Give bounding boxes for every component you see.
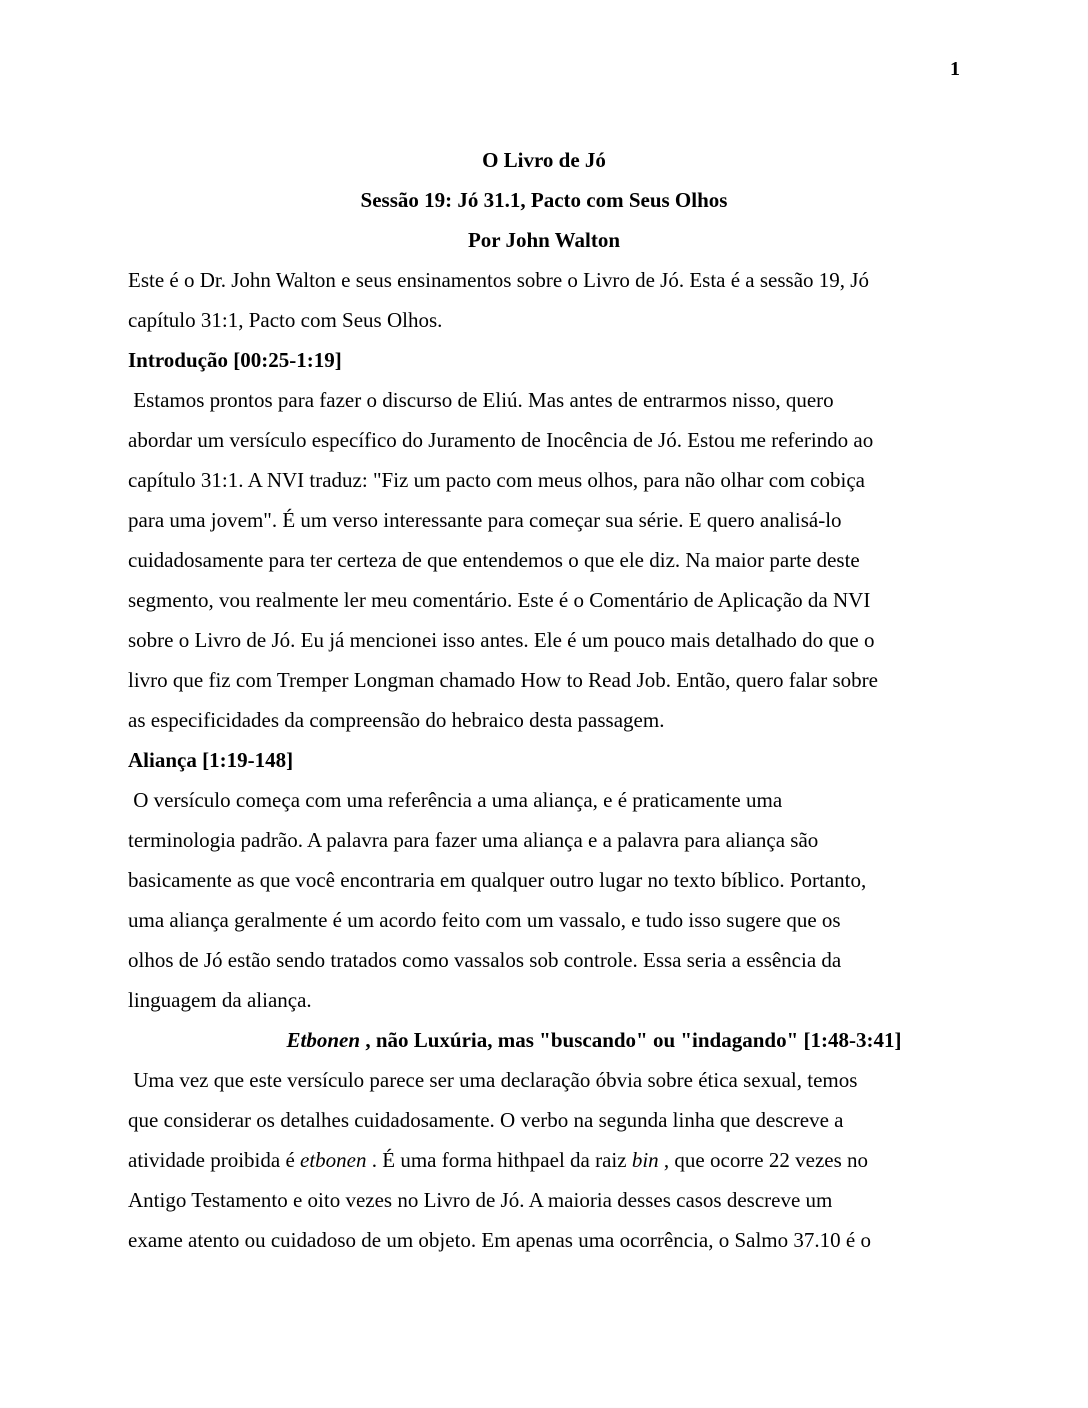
paragraph-line: capítulo 31:1. A NVI traduz: "Fiz um pacto com meus olhos, para não olhar com cobiça — [128, 468, 865, 492]
paragraph-line: sobre o Livro de Jó. Eu já mencionei isso antes. Ele é um pouco mais detalhado do que o — [128, 628, 875, 652]
document-title: O Livro de Jó — [482, 148, 606, 172]
paragraph-line: basicamente as que você encontraria em qualquer outro lugar no texto bíblico. Portanto, — [128, 868, 867, 892]
heading-rest: , não Luxúria, mas "buscando" ou "indagando" [1:48-3:41] — [360, 1028, 902, 1052]
paragraph-line: Estamos prontos para fazer o discurso de Eliú. Mas antes de entrarmos nisso, quero — [128, 388, 834, 412]
section-heading-etbonen — [128, 1020, 960, 1060]
paragraph-line: exame atento ou cuidadoso de um objeto. Em apenas uma ocorrência, o Salmo 37.10 é o — [128, 1228, 871, 1252]
paragraph-line: olhos de Jó estão sendo tratados como vassalos sob controle. Essa seria a essência da — [128, 948, 842, 972]
paragraph-line: abordar um versículo específico do Juramento de Inocência de Jó. Estou me referindo ao — [128, 428, 874, 452]
paragraph-line: segmento, vou realmente ler meu comentário. Este é o Comentário de Aplicação da NVI — [128, 588, 871, 612]
etbonen-term: etbonen — [300, 1148, 367, 1172]
paragraph-line: Antigo Testamento e oito vezes no Livro de Jó. A maioria desses casos descreve um — [128, 1188, 833, 1212]
paragraph-line-mixed — [128, 1140, 960, 1180]
bin-term: bin — [631, 1148, 659, 1172]
paragraph-line: livro que fiz com Tremper Longman chamado How to Read Job. Então, quero falar sobre — [128, 668, 878, 692]
paragraph-line: cuidadosamente para ter certeza de que entendemos o que ele diz. Na maior parte deste — [128, 548, 860, 572]
mixed-line-pre: atividade proibida é — [128, 1148, 301, 1172]
mixed-line-mid: . É uma forma hithpael da raiz — [366, 1148, 632, 1172]
etbonen-term: Etbonen — [286, 1028, 361, 1052]
paragraph-line: para uma jovem". É um verso interessante para começar sua série. E quero analisá-lo — [128, 508, 842, 532]
paragraph-line: uma aliança geralmente é um acordo feito com um vassalo, e tudo isso sugere que os — [128, 908, 841, 932]
paragraph-line: as especificidades da compreensão do hebraico desta passagem. — [128, 708, 665, 732]
paragraph-line: terminologia padrão. A palavra para fazer uma aliança e a palavra para aliança são — [128, 828, 819, 852]
intro-paragraph-line: Este é o Dr. John Walton e seus ensinamentos sobre o Livro de Jó. Esta é a sessão 19, Jó — [128, 268, 869, 292]
intro-paragraph-line: capítulo 31:1, Pacto com Seus Olhos. — [128, 308, 443, 332]
paragraph-line: linguagem da aliança. — [128, 988, 312, 1012]
document-content — [128, 140, 960, 1260]
document-subtitle: Sessão 19: Jó 31.1, Pacto com Seus Olhos — [360, 188, 728, 212]
section-heading-introducao: Introdução [00:25-1:19] — [128, 348, 342, 372]
paragraph-line: que considerar os detalhes cuidadosamente. O verbo na segunda linha que descreve a — [128, 1108, 844, 1132]
document-author: Por John Walton — [467, 228, 621, 252]
paragraph-line: Uma vez que este versículo parece ser uma declaração óbvia sobre ética sexual, temos — [128, 1068, 858, 1092]
paragraph-line: O versículo começa com uma referência a uma aliança, e é praticamente uma — [128, 788, 783, 812]
section-heading-alianca: Aliança [1:19-148] — [128, 748, 294, 772]
mixed-line-post: , que ocorre 22 vezes no — [658, 1148, 869, 1172]
page-number: 1 — [950, 58, 960, 80]
